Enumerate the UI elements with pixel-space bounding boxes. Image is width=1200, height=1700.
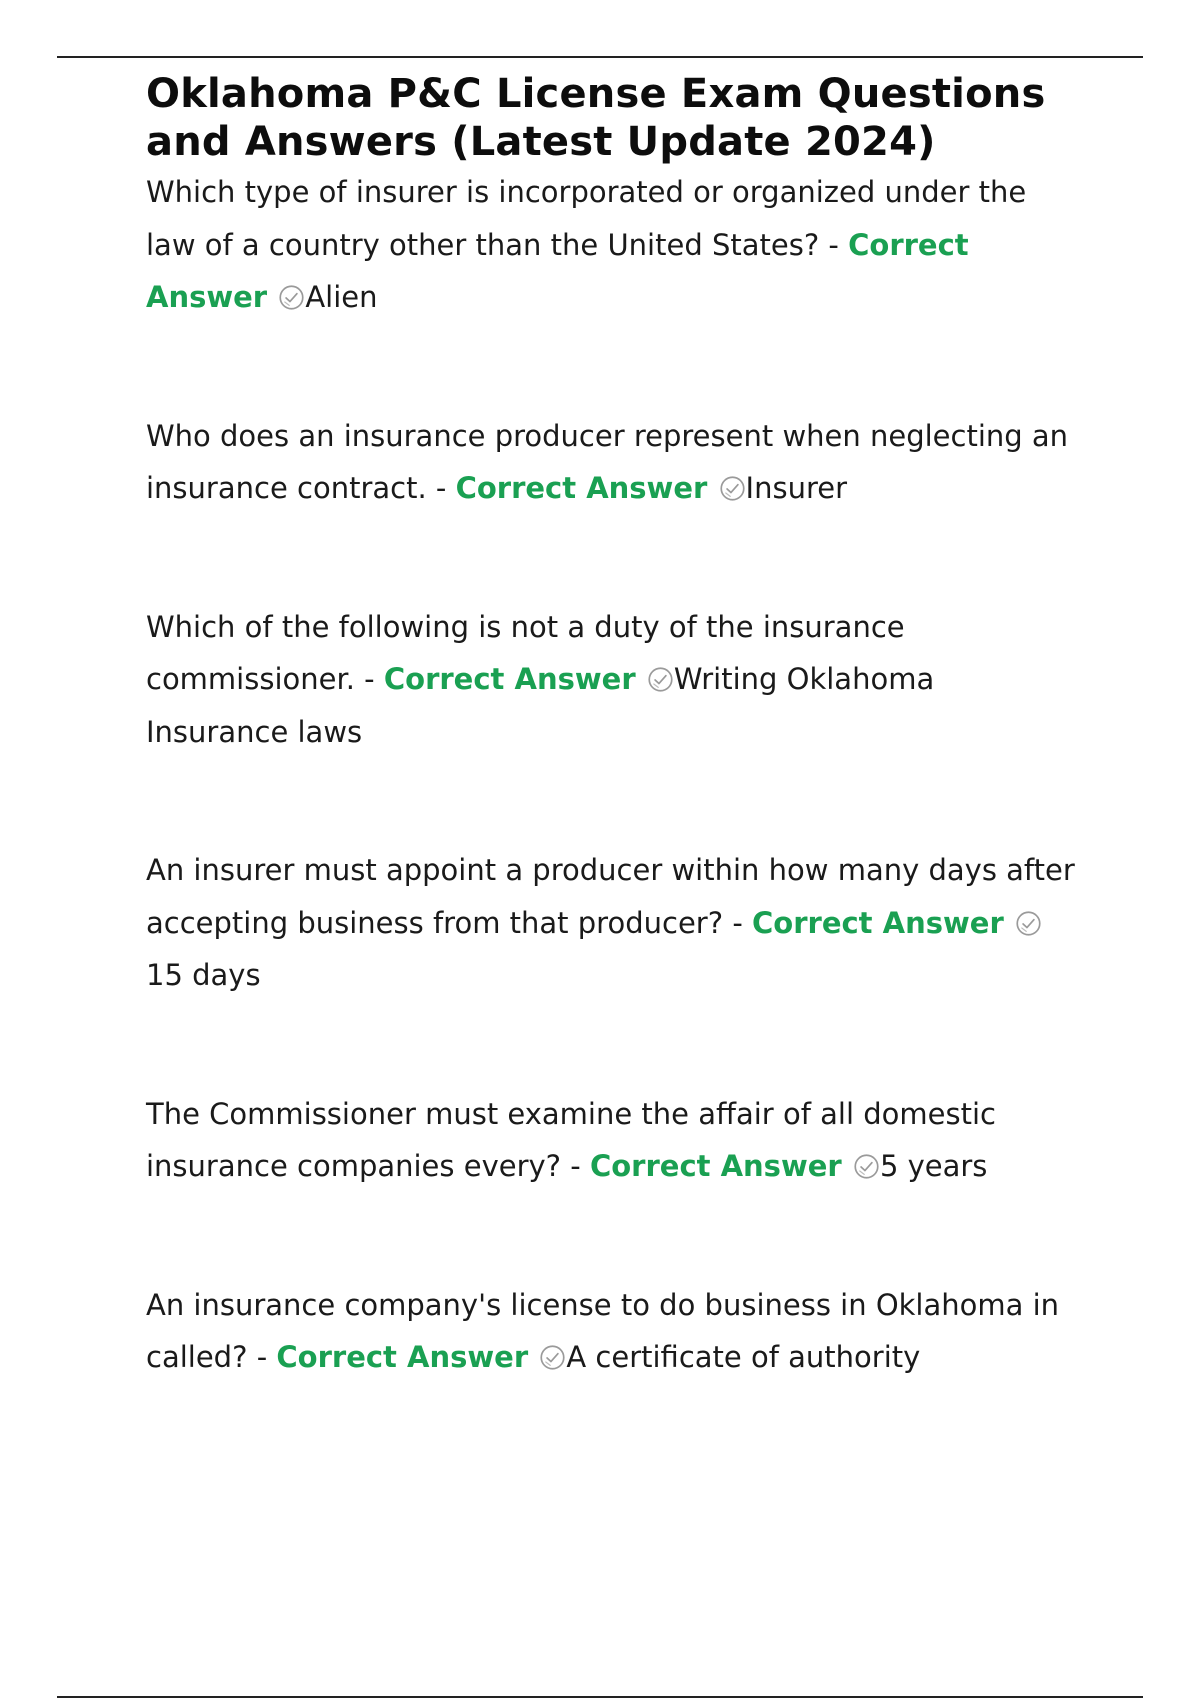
separator: -: [561, 1149, 590, 1183]
question-text: An insurance company's license to do business in Oklahoma in called?: [146, 1287, 1060, 1374]
answer-text: A certificate of authority: [566, 1340, 921, 1374]
document-body: [146, 70, 1076, 1384]
check-circle-icon: [719, 475, 746, 502]
correct-answer-label: Correct Answer: [383, 662, 636, 696]
answer-text: Writing Oklahoma Insurance laws: [146, 662, 935, 749]
separator: -: [819, 227, 849, 262]
correct-answer-label: Correct Answer: [455, 471, 708, 505]
qa-item: [146, 844, 1076, 1002]
question-text: An insurer must appoint a producer within how many days after accepting business from that producer?: [146, 853, 1075, 940]
document-title: Oklahoma P&C License Exam Questions and Answers (Latest Update 2024): [146, 71, 1046, 165]
check-circle-icon: [1015, 910, 1042, 937]
question-text: Which type of insurer is incorporated or organized under the law of a country other than the United States?: [146, 175, 1027, 262]
correct-answer-label: Correct Answer: [146, 227, 969, 314]
top-rule: [57, 56, 1143, 58]
qa-item: [146, 166, 1076, 324]
separator: -: [354, 662, 384, 696]
answer-text: 5 years: [879, 1149, 988, 1183]
correct-answer-label: Correct Answer: [752, 905, 1004, 940]
correct-answer-label: Correct Answer: [589, 1149, 842, 1183]
question-text: Which of the following is not a duty of the insurance commissioner.: [146, 609, 905, 696]
bottom-rule: [57, 1696, 1143, 1698]
check-circle-icon: [853, 1153, 880, 1180]
answer-text: Alien: [305, 280, 378, 314]
qa-item: [146, 1279, 1076, 1384]
answer-text: Insurer: [745, 471, 848, 505]
check-circle-icon: [278, 284, 305, 311]
qa-item: [146, 601, 1076, 759]
answer-text: 15 days: [146, 958, 261, 992]
check-circle-icon: [539, 1344, 566, 1371]
correct-answer-label: Correct Answer: [276, 1340, 529, 1374]
question-text: Who does an insurance producer represent when neglecting an insurance contract.: [146, 418, 1069, 505]
separator: -: [426, 471, 456, 505]
qa-item: [146, 1088, 1076, 1193]
question-text: The Commissioner must examine the affair of all domestic insurance companies every?: [146, 1096, 996, 1183]
check-circle-icon: [647, 666, 674, 693]
separator: -: [247, 1340, 277, 1374]
separator: -: [723, 905, 753, 940]
qa-item: [146, 410, 1076, 515]
qa-list: [146, 166, 1076, 1384]
